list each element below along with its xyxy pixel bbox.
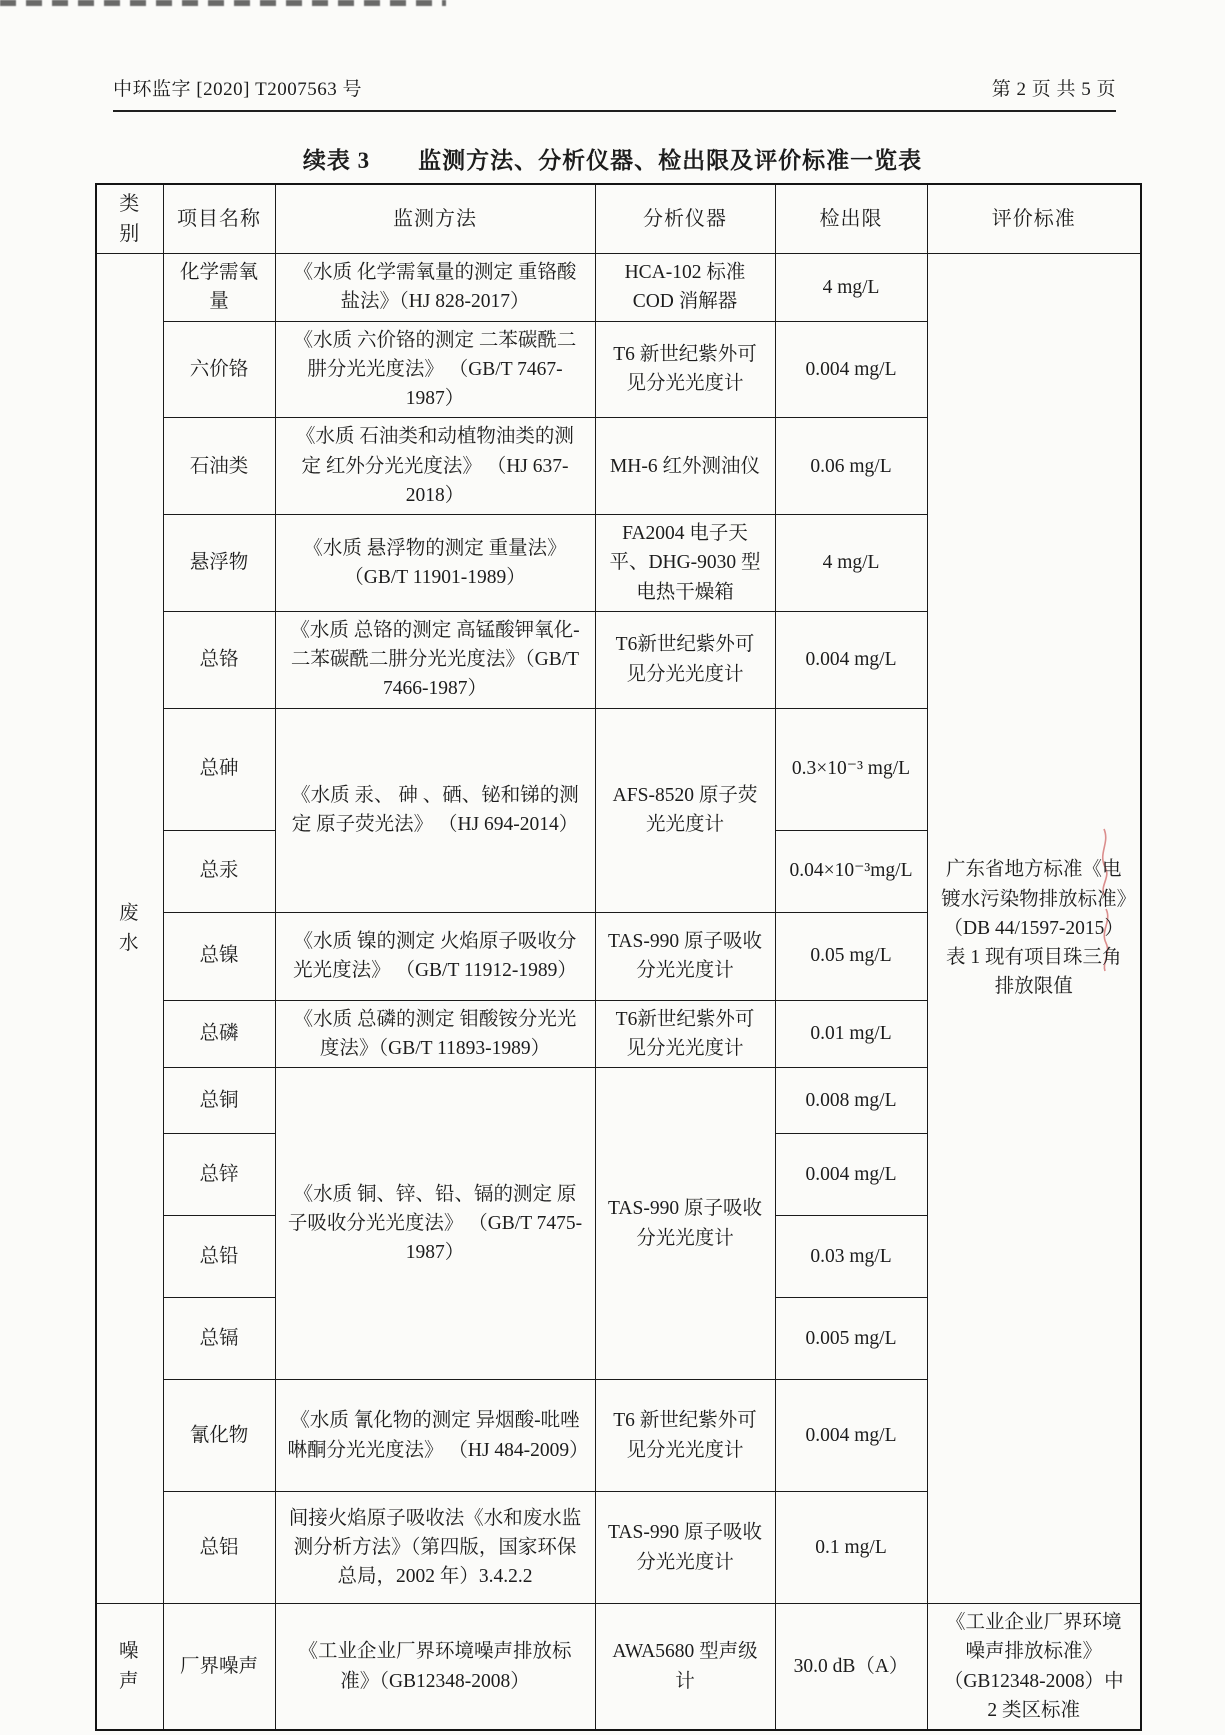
param-name: 总铜	[163, 1068, 275, 1134]
detection-limit: 0.03 mg/L	[775, 1216, 927, 1298]
method: 《工业企业厂界环境噪声排放标准》（GB12348-2008）	[275, 1604, 595, 1731]
scan-artifact-top-smudge	[0, 0, 446, 6]
monitoring-methods-table	[95, 183, 1142, 1731]
header-param-name: 项目名称	[163, 184, 275, 254]
param-name: 总镉	[163, 1298, 275, 1380]
table-row	[96, 254, 1141, 322]
detection-limit: 30.0 dB（A）	[775, 1604, 927, 1731]
method: 《水质 石油类和动植物油类的测定 红外分光光度法》 （HJ 637-2018）	[275, 418, 595, 515]
param-name: 总磷	[163, 1000, 275, 1068]
category-wastewater: 废水	[96, 254, 163, 1604]
method: 间接火焰原子吸收法《水和废水监测分析方法》（第四版，国家环保总局，2002 年）3.4.2.2	[275, 1492, 595, 1604]
detection-limit: 0.004 mg/L	[775, 1380, 927, 1492]
param-name: 悬浮物	[163, 515, 275, 612]
detection-limit: 0.05 mg/L	[775, 912, 927, 1000]
detection-limit: 0.1 mg/L	[775, 1492, 927, 1604]
method: 《水质 铜、锌、铅、镉的测定 原子吸收分光光度法》 （GB/T 7475-1987）	[275, 1068, 595, 1380]
header-instrument: 分析仪器	[595, 184, 775, 254]
detection-limit: 0.04×10⁻³mg/L	[775, 830, 927, 912]
instrument: TAS-990 原子吸收分光光度计	[595, 1492, 775, 1604]
standard-noise: 《工业企业厂界环境噪声排放标准》（GB12348-2008）中 2 类区标准	[927, 1604, 1141, 1731]
instrument: T6新世纪紫外可见分光光度计	[595, 1000, 775, 1068]
method: 《水质 悬浮物的测定 重量法》（GB/T 11901-1989）	[275, 515, 595, 612]
instrument: T6 新世纪紫外可见分光光度计	[595, 321, 775, 418]
param-name: 氰化物	[163, 1380, 275, 1492]
instrument: FA2004 电子天平、DHG-9030 型电热干燥箱	[595, 515, 775, 612]
instrument: AWA5680 型声级计	[595, 1604, 775, 1731]
param-name: 六价铬	[163, 321, 275, 418]
instrument: AFS-8520 原子荧光光度计	[595, 708, 775, 912]
header-detection-limit: 检出限	[775, 184, 927, 254]
method: 《水质 六价铬的测定 二苯碳酰二肼分光光度法》 （GB/T 7467-1987）	[275, 321, 595, 418]
detection-limit: 0.3×10⁻³ mg/L	[775, 708, 927, 830]
method: 《水质 汞、 砷 、硒、铋和锑的测定 原子荧光法》 （HJ 694-2014）	[275, 708, 595, 912]
detection-limit: 0.005 mg/L	[775, 1298, 927, 1380]
instrument: HCA-102 标准 COD 消解器	[595, 254, 775, 322]
table-row	[96, 1604, 1141, 1731]
param-name: 总铝	[163, 1492, 275, 1604]
page-indicator: 第 2 页 共 5 页	[991, 79, 1116, 100]
detection-limit: 0.008 mg/L	[775, 1068, 927, 1134]
param-name: 总锌	[163, 1134, 275, 1216]
param-name: 总铬	[163, 611, 275, 708]
param-name: 石油类	[163, 418, 275, 515]
detection-limit: 0.004 mg/L	[775, 321, 927, 418]
method: 《水质 氰化物的测定 异烟酸-吡唑啉酮分光光度法》 （HJ 484-2009）	[275, 1380, 595, 1492]
header-method: 监测方法	[275, 184, 595, 254]
header-standard: 评价标准	[927, 184, 1141, 254]
param-name: 总镍	[163, 912, 275, 1000]
doc-number: 中环监字 [2020] T2007563 号	[113, 79, 363, 100]
detection-limit: 4 mg/L	[775, 515, 927, 612]
param-name: 总砷	[163, 708, 275, 830]
param-name: 厂界噪声	[163, 1604, 275, 1731]
param-name: 总汞	[163, 830, 275, 912]
detection-limit: 4 mg/L	[775, 254, 927, 322]
method: 《水质 总磷的测定 钼酸铵分光光度法》（GB/T 11893-1989）	[275, 1000, 595, 1068]
method: 《水质 镍的测定 火焰原子吸收分光光度法》 （GB/T 11912-1989）	[275, 912, 595, 1000]
instrument: TAS-990 原子吸收分光光度计	[595, 912, 775, 1000]
category-noise: 噪声	[96, 1604, 163, 1731]
standard-wastewater: 广东省地方标准《电镀水污染物排放标准》（DB 44/1597-2015）表 1 现有项目珠三角排放限值	[927, 254, 1141, 1604]
method: 《水质 总铬的测定 高锰酸钾氧化-二苯碳酰二肼分光光度法》（GB/T 7466-1987）	[275, 611, 595, 708]
detection-limit: 0.004 mg/L	[775, 611, 927, 708]
instrument: MH-6 红外测油仪	[595, 418, 775, 515]
instrument: TAS-990 原子吸收分光光度计	[595, 1068, 775, 1380]
param-name: 总铅	[163, 1216, 275, 1298]
detection-limit: 0.004 mg/L	[775, 1134, 927, 1216]
header-category: 类别	[96, 184, 163, 254]
document-header	[113, 74, 1116, 112]
detection-limit: 0.01 mg/L	[775, 1000, 927, 1068]
instrument: T6 新世纪紫外可见分光光度计	[595, 1380, 775, 1492]
param-name: 化学需氧量	[163, 254, 275, 322]
table-title: 续表 3 监测方法、分析仪器、检出限及评价标准一览表	[302, 148, 923, 173]
table-header-row	[96, 184, 1141, 254]
instrument: T6新世纪紫外可见分光光度计	[595, 611, 775, 708]
detection-limit: 0.06 mg/L	[775, 418, 927, 515]
method: 《水质 化学需氧量的测定 重铬酸盐法》（HJ 828-2017）	[275, 254, 595, 322]
